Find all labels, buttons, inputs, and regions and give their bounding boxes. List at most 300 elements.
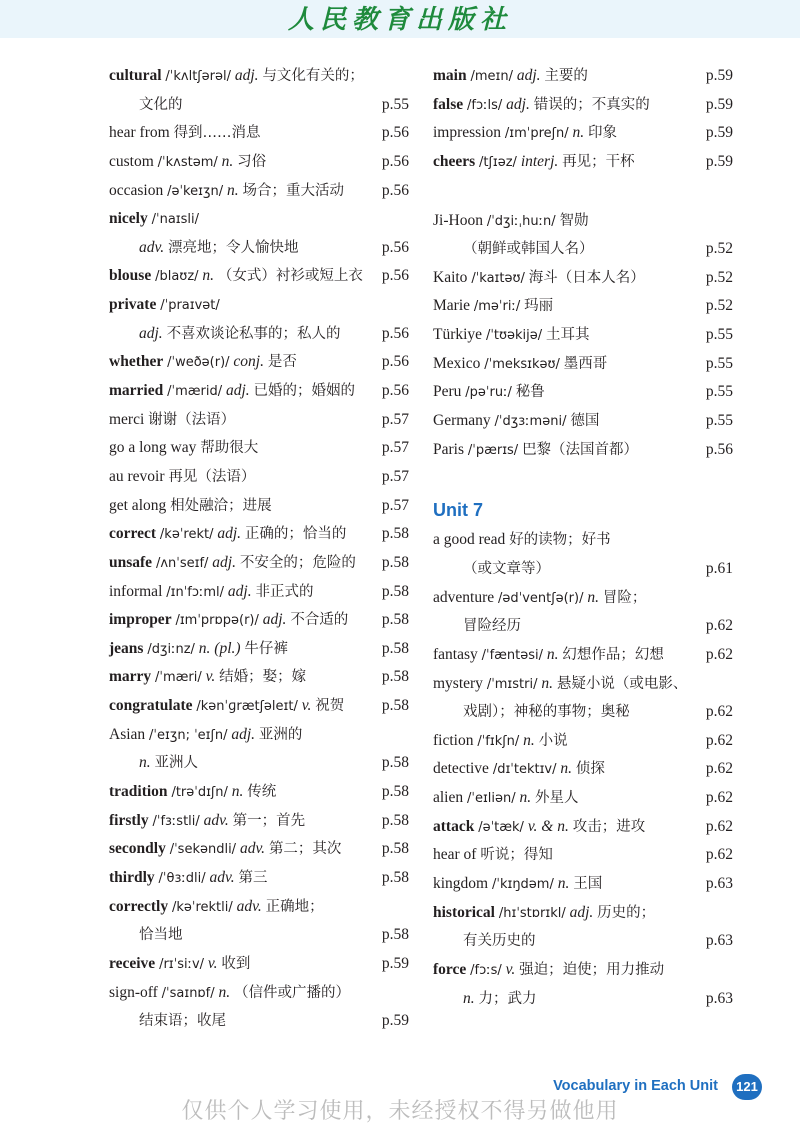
entry-text xyxy=(109,182,344,199)
chinese-meaning: 场合；重大活动 xyxy=(242,182,344,199)
part-of-speech: adj. xyxy=(139,324,163,342)
vocab-entry xyxy=(109,979,409,1008)
part-of-speech: v. xyxy=(301,697,312,715)
phonetic: /ˈdʒɜːməni/ xyxy=(494,414,567,430)
phonetic: /ˈeɪʒn; ˈeɪʃn/ xyxy=(149,727,228,743)
chinese-meaning: 历史的； xyxy=(597,904,656,921)
entry-text xyxy=(109,239,298,256)
chinese-meaning: 相处融洽；进展 xyxy=(170,497,272,514)
part-of-speech: v. & n. xyxy=(527,817,569,835)
headword: Marie xyxy=(433,297,471,315)
entry-text xyxy=(109,583,313,600)
publisher-logo: 人民教育出版社 xyxy=(287,5,512,35)
chinese-meaning: 是否 xyxy=(267,354,297,371)
phonetic: /dʒiːnz/ xyxy=(147,641,195,657)
phonetic: /ˈfɜːstli/ xyxy=(152,813,200,829)
headword: informal xyxy=(109,582,163,600)
part-of-speech: conj. xyxy=(233,353,264,371)
chinese-meaning: 力；武力 xyxy=(478,990,537,1007)
vocab-entry xyxy=(109,406,409,435)
entry-text xyxy=(109,382,355,399)
entry-continuation xyxy=(109,320,409,349)
phonetic: /fɔːls/ xyxy=(467,97,503,113)
entry-text xyxy=(433,732,568,749)
headword: secondly xyxy=(109,840,166,858)
chinese-meaning: 听说；得知 xyxy=(480,847,553,864)
phonetic: /ˈsekəndli/ xyxy=(169,842,237,858)
headword: Asian xyxy=(109,725,146,743)
part-of-speech: n. xyxy=(546,645,559,663)
page-ref: p.58 xyxy=(381,783,409,801)
chinese-meaning: 戏剧）；神秘的事物；奥秘 xyxy=(463,704,630,721)
headword: custom xyxy=(109,152,154,170)
watermark: 仅供个人学习使用，未经授权不得另做他用 xyxy=(181,1099,619,1124)
headword: fantasy xyxy=(433,645,478,663)
page-ref: p.58 xyxy=(381,611,409,629)
vocab-entry xyxy=(109,807,409,836)
part-of-speech: n. (pl.) xyxy=(198,639,241,657)
entry-text xyxy=(433,646,664,663)
entry-text xyxy=(433,96,650,113)
part-of-speech: v. xyxy=(505,960,516,978)
page-ref: p.63 xyxy=(705,875,733,893)
phonetic: /ˈpraɪvət/ xyxy=(160,298,220,314)
entry-text xyxy=(109,926,183,943)
vocab-entry xyxy=(433,91,733,120)
entry-continuation xyxy=(109,921,409,950)
chinese-meaning: 外星人 xyxy=(535,790,579,807)
phonetic: /ˈkaɪtəʊ/ xyxy=(471,270,525,286)
entry-continuation xyxy=(433,927,733,956)
phonetic: /ˈdʒiːˌhuːn/ xyxy=(486,213,556,229)
chinese-meaning: 有关历史的 xyxy=(463,933,536,950)
page-ref: p.58 xyxy=(381,639,409,657)
part-of-speech: adj. xyxy=(225,382,250,400)
page-ref: p.61 xyxy=(705,559,733,577)
vocab-entry xyxy=(109,578,409,607)
vocab-entry xyxy=(433,119,733,148)
part-of-speech: adv. xyxy=(203,811,229,829)
phonetic: /hɪˈstɒrɪkl/ xyxy=(498,905,566,921)
headword: fiction xyxy=(433,731,474,749)
entry-continuation xyxy=(433,555,733,584)
vocab-entry xyxy=(109,778,409,807)
headword: attack xyxy=(433,817,475,835)
headword: force xyxy=(433,960,467,978)
headword: Peru xyxy=(433,383,462,401)
part-of-speech: n. xyxy=(202,267,215,285)
page-ref: p.55 xyxy=(705,354,733,372)
page-ref: p.59 xyxy=(381,1012,409,1030)
phonetic: /ˈkɪŋdəm/ xyxy=(492,877,554,893)
headword: Türkiye xyxy=(433,326,483,344)
entry-continuation xyxy=(109,749,409,778)
entry-text xyxy=(433,355,607,372)
entry-text xyxy=(433,560,550,577)
vocab-entry xyxy=(109,835,409,864)
vocab-entry xyxy=(109,62,409,91)
phonetic: /ˈmærid/ xyxy=(167,384,223,400)
page-ref: p.62 xyxy=(705,846,733,864)
headword: Ji-Hoon xyxy=(433,211,483,229)
entry-text xyxy=(433,990,537,1007)
vocab-group-unit7 xyxy=(433,526,733,1013)
entry-text xyxy=(109,726,302,743)
vocab-entry xyxy=(433,956,733,985)
chinese-meaning: 小说 xyxy=(538,732,568,749)
page-ref: p.56 xyxy=(381,124,409,142)
vocab-column-right xyxy=(433,62,733,1013)
part-of-speech: n. xyxy=(587,588,599,606)
vocab-entry xyxy=(109,721,409,750)
headword: Kaito xyxy=(433,268,468,286)
entry-text xyxy=(433,904,655,921)
phonetic: /ˈsaɪnɒf/ xyxy=(161,985,215,1001)
part-of-speech: n. xyxy=(139,754,151,772)
chinese-meaning: 幻想作品；幻想 xyxy=(562,646,664,663)
phonetic: /ˈmæri/ xyxy=(155,670,202,686)
part-of-speech: adj. xyxy=(234,67,259,84)
headword: alien xyxy=(433,789,464,807)
chinese-meaning: 冒险； xyxy=(602,589,647,606)
vocab-entry xyxy=(433,670,733,699)
phonetic: /tʃɪəz/ xyxy=(479,154,517,170)
page-ref: p.62 xyxy=(705,703,733,721)
phonetic: /pəˈruː/ xyxy=(465,385,512,401)
part-of-speech: n. xyxy=(541,674,553,692)
page-ref: p.62 xyxy=(705,760,733,778)
phonetic: /dɪˈtektɪv/ xyxy=(492,762,557,778)
vocab-entry xyxy=(433,321,733,350)
chinese-meaning: 恰当地 xyxy=(139,927,183,944)
vocab-group-unit6-end xyxy=(433,62,733,177)
entry-continuation xyxy=(433,698,733,727)
page-ref: p.56 xyxy=(381,353,409,371)
entry-text xyxy=(433,875,602,892)
vocab-entry xyxy=(433,727,733,756)
headword: firstly xyxy=(109,811,149,829)
vocab-entry xyxy=(433,62,733,91)
part-of-speech: adj. xyxy=(212,553,236,571)
chinese-meaning: 智勋 xyxy=(559,212,589,229)
chinese-meaning: 第二；其次 xyxy=(268,841,342,858)
entry-text xyxy=(433,240,594,257)
chinese-meaning: 谢谢（法语） xyxy=(148,411,236,428)
entry-continuation xyxy=(433,612,733,641)
part-of-speech: n. xyxy=(557,875,570,893)
chinese-meaning: 强迫；迫使；用力推动 xyxy=(519,961,665,978)
chinese-meaning: 非正式的 xyxy=(255,583,314,600)
chinese-meaning: 墨西哥 xyxy=(563,355,608,372)
headword: hear of xyxy=(433,846,477,864)
phonetic: /trəˈdɪʃn/ xyxy=(171,785,228,801)
phonetic: /məˈriː/ xyxy=(473,299,521,315)
part-of-speech: n. xyxy=(572,124,585,142)
chinese-meaning: 错误的；不真实的 xyxy=(533,96,650,113)
chinese-meaning: 第一；首先 xyxy=(232,812,306,829)
entry-text xyxy=(433,617,521,634)
entry-text xyxy=(433,961,664,978)
part-of-speech: adj. xyxy=(569,903,594,921)
chinese-meaning: （朝鲜或韩国人名） xyxy=(463,241,594,258)
chinese-meaning: 秘鲁 xyxy=(515,384,545,401)
part-of-speech: n. xyxy=(218,983,231,1001)
page-ref: p.59 xyxy=(705,124,733,142)
page-ref: p.56 xyxy=(381,181,409,199)
chinese-meaning: 不喜欢谈论私事的；私人的 xyxy=(166,325,341,342)
page-ref: p.52 xyxy=(705,297,733,315)
chinese-meaning: 正确地； xyxy=(265,898,324,915)
page-ref: p.58 xyxy=(381,840,409,858)
vocab-entry xyxy=(433,755,733,784)
vocab-entry xyxy=(433,207,733,236)
vocab-entry xyxy=(109,492,409,521)
entry-text xyxy=(433,675,687,692)
phonetic: /ɪmˈprɒpə(r)/ xyxy=(175,613,259,629)
chinese-meaning: 不合适的 xyxy=(290,612,349,629)
vocab-entry xyxy=(109,205,409,234)
entry-text xyxy=(109,267,363,284)
phonetic: /ˈtʊəkijə/ xyxy=(485,328,543,344)
headword: a good read xyxy=(433,531,506,549)
entry-text xyxy=(109,353,297,370)
headword: historical xyxy=(433,903,495,921)
chinese-meaning: 牛仔裤 xyxy=(244,640,288,657)
entry-text xyxy=(109,497,272,514)
entry-text xyxy=(433,846,553,863)
headword: kingdom xyxy=(433,875,489,893)
vocab-entry xyxy=(109,119,409,148)
headword: Germany xyxy=(433,412,491,430)
chinese-meaning: 土耳其 xyxy=(546,327,590,344)
entry-text xyxy=(433,932,536,949)
phonetic: /rɪˈsiːv/ xyxy=(159,956,205,972)
entry-text xyxy=(433,818,645,835)
headword: merci xyxy=(109,410,145,428)
entry-text xyxy=(109,984,350,1001)
entry-text xyxy=(109,325,341,342)
phonetic: /ˈpærɪs/ xyxy=(467,442,519,458)
entry-text xyxy=(433,124,617,141)
part-of-speech: adv. xyxy=(239,840,266,858)
chinese-meaning: 结束语；收尾 xyxy=(139,1013,226,1030)
vocab-entry xyxy=(109,893,409,922)
headword: impression xyxy=(433,124,502,142)
entry-text xyxy=(109,840,341,857)
vocab-entry xyxy=(433,526,733,555)
page-ref: p.55 xyxy=(705,383,733,401)
part-of-speech: n. xyxy=(523,731,535,749)
vocab-group-proper-names xyxy=(433,207,733,465)
vocab-entry xyxy=(433,407,733,436)
part-of-speech: n. xyxy=(519,789,532,807)
vocab-entry xyxy=(109,177,409,206)
phonetic: /ˈeɪliən/ xyxy=(467,791,516,807)
phonetic: /ˈkʌltʃərəl/ xyxy=(165,69,231,84)
entry-text xyxy=(433,67,588,84)
entry-text xyxy=(109,754,198,771)
headword: mystery xyxy=(433,674,483,692)
page-ref: p.59 xyxy=(705,95,733,113)
page-ref: p.58 xyxy=(381,926,409,944)
part-of-speech: adj. xyxy=(227,582,252,600)
page-ref: p.55 xyxy=(705,412,733,430)
entry-text xyxy=(109,411,235,428)
entry-text xyxy=(109,668,306,685)
phonetic: /ɪnˈfɔːml/ xyxy=(166,584,225,600)
entry-continuation xyxy=(109,91,409,120)
part-of-speech: n. xyxy=(226,181,239,199)
footer-title: Vocabulary in Each Unit xyxy=(553,1078,718,1094)
page-ref: p.59 xyxy=(705,152,733,170)
entry-text xyxy=(433,383,545,400)
unit-heading: Unit 7 xyxy=(433,500,484,521)
chinese-meaning: 攻击；进攻 xyxy=(572,818,646,835)
page-ref: p.58 xyxy=(381,553,409,571)
entry-text xyxy=(109,525,346,542)
page-ref: p.56 xyxy=(705,440,733,458)
entry-text xyxy=(433,703,630,720)
vocab-column-left xyxy=(109,62,409,1036)
entry-text xyxy=(109,869,267,886)
chinese-meaning: 传统 xyxy=(247,784,277,801)
chinese-meaning: 得到……消息 xyxy=(173,125,261,142)
page-ref: p.63 xyxy=(705,932,733,950)
entry-text xyxy=(433,589,646,606)
headword: cultural xyxy=(109,67,162,84)
headword: sign-off xyxy=(109,983,158,1001)
headword: whether xyxy=(109,353,164,371)
page-ref: p.56 xyxy=(381,152,409,170)
page-ref: p.62 xyxy=(705,789,733,807)
chinese-meaning: （或文章等） xyxy=(463,560,550,577)
vocab-entry xyxy=(109,520,409,549)
chinese-meaning: 玛丽 xyxy=(524,298,554,315)
page-ref: p.56 xyxy=(381,324,409,342)
entry-text xyxy=(109,697,344,714)
vocab-entry xyxy=(433,350,733,379)
part-of-speech: v. xyxy=(205,668,216,686)
headword: thirdly xyxy=(109,868,155,886)
part-of-speech: adj. xyxy=(262,611,287,629)
vocab-entry xyxy=(109,262,409,291)
phonetic: /blaʊz/ xyxy=(155,269,199,285)
vocab-entry xyxy=(433,378,733,407)
vocab-entry xyxy=(433,813,733,842)
entry-text xyxy=(433,789,579,806)
page-ref: p.57 xyxy=(381,496,409,514)
entry-text xyxy=(109,124,261,141)
vocab-entry xyxy=(109,663,409,692)
headword: correctly xyxy=(109,897,169,915)
chinese-meaning: 巴黎（法国首都） xyxy=(522,441,639,458)
page-ref: p.59 xyxy=(705,67,733,84)
page-ref: p.57 xyxy=(381,439,409,457)
page-ref: p.57 xyxy=(381,410,409,428)
entry-text xyxy=(433,269,645,286)
page-number-badge: 121 xyxy=(732,1074,762,1100)
entry-text xyxy=(109,640,288,657)
phonetic: /ədˈventʃə(r)/ xyxy=(497,590,584,606)
part-of-speech: adj. xyxy=(516,67,541,84)
vocab-entry xyxy=(109,348,409,377)
entry-text xyxy=(109,439,258,456)
phonetic: /ˈweðə(r)/ xyxy=(167,355,230,371)
phonetic: /ˈmɪstri/ xyxy=(486,676,538,692)
headword: congratulate xyxy=(109,697,193,715)
chinese-meaning: （女式）衬衫或短上衣 xyxy=(217,268,363,285)
entry-continuation xyxy=(109,1007,409,1036)
headword: receive xyxy=(109,954,156,972)
phonetic: /kənˈɡrætʃəleɪt/ xyxy=(196,699,298,715)
chinese-meaning: 德国 xyxy=(570,413,600,430)
headword: false xyxy=(433,95,464,113)
headword: tradition xyxy=(109,783,168,801)
phonetic: /əˈtæk/ xyxy=(478,819,524,835)
entry-text xyxy=(109,1012,226,1029)
vocab-entry xyxy=(109,291,409,320)
chinese-meaning: 与文化有关的； xyxy=(262,68,364,84)
part-of-speech: n. xyxy=(221,152,234,170)
entry-text xyxy=(109,67,364,84)
page-ref: p.56 xyxy=(381,382,409,400)
entry-text xyxy=(433,297,553,314)
chinese-meaning: 亚洲人 xyxy=(154,755,198,772)
part-of-speech: adv. xyxy=(236,897,262,915)
entry-text xyxy=(109,554,356,571)
part-of-speech: v. xyxy=(207,954,218,972)
part-of-speech: adv. xyxy=(139,238,165,256)
vocab-entry xyxy=(433,148,733,177)
headword: detective xyxy=(433,760,489,778)
vocab-entry xyxy=(433,436,733,465)
chinese-meaning: 正确的；恰当的 xyxy=(244,526,347,543)
phonetic: /meɪn/ xyxy=(470,69,513,84)
entry-text xyxy=(109,296,220,313)
entry-text xyxy=(109,96,183,113)
phonetic: /əˈkeɪʒn/ xyxy=(167,183,224,199)
entry-text xyxy=(433,441,638,458)
chinese-meaning: 习俗 xyxy=(237,153,267,170)
headword: get along xyxy=(109,496,167,514)
part-of-speech: adj. xyxy=(231,725,256,743)
entry-continuation xyxy=(433,985,733,1014)
headword: correct xyxy=(109,525,157,543)
page-ref: p.58 xyxy=(381,668,409,686)
page-ref: p.58 xyxy=(381,754,409,772)
chinese-meaning: 祝贺 xyxy=(315,698,345,715)
entry-text xyxy=(433,212,588,229)
entry-text xyxy=(433,412,599,429)
vocab-entry xyxy=(433,292,733,321)
entry-text xyxy=(109,783,276,800)
part-of-speech: adj. xyxy=(217,525,242,543)
headword: adventure xyxy=(433,588,495,606)
vocab-entry xyxy=(109,377,409,406)
phonetic: /fɔːs/ xyxy=(470,962,502,978)
page-ref: p.62 xyxy=(705,645,733,663)
headword: unsafe xyxy=(109,553,153,571)
entry-text xyxy=(109,611,348,628)
chinese-meaning: 侦探 xyxy=(575,761,605,778)
chinese-meaning: 印象 xyxy=(588,125,618,142)
page-ref: p.52 xyxy=(705,268,733,286)
page-ref: p.58 xyxy=(381,582,409,600)
page-ref: p.63 xyxy=(705,989,733,1007)
entry-text xyxy=(109,955,250,972)
page-ref: p.62 xyxy=(705,817,733,835)
vocab-entry xyxy=(109,549,409,578)
